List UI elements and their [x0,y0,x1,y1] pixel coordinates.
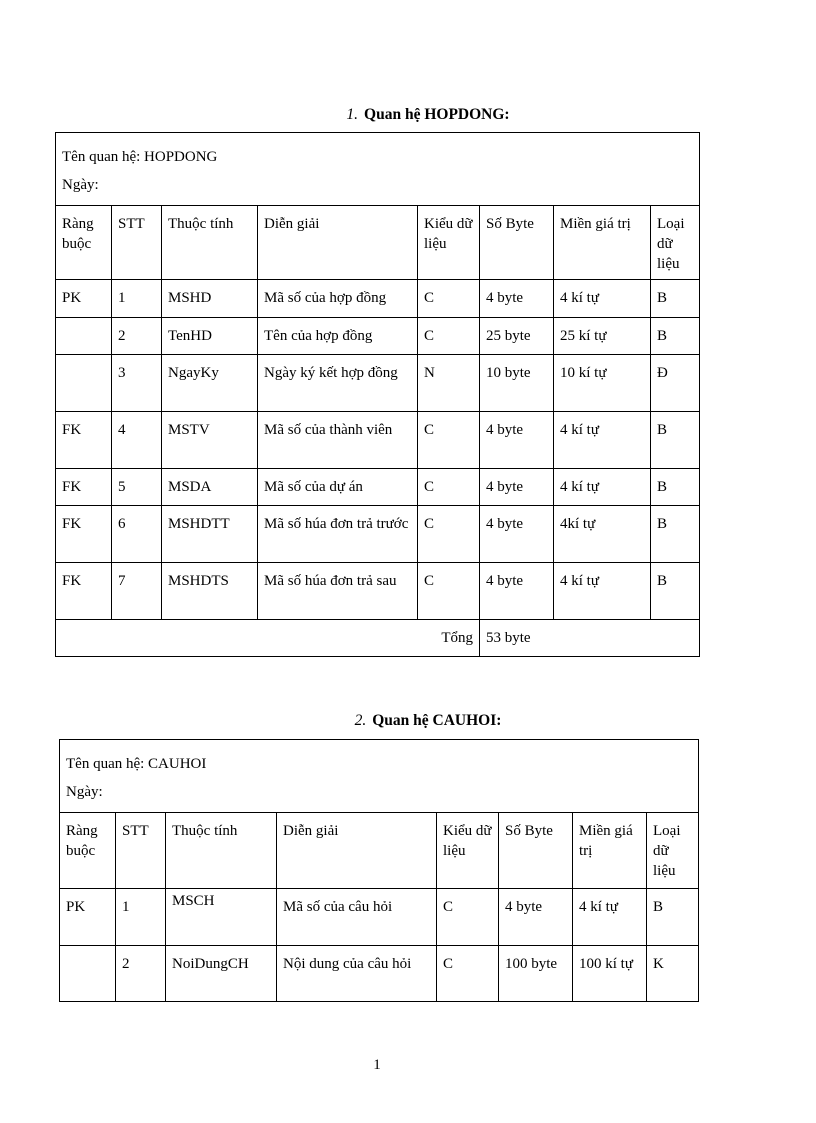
section-2-number: 2. [354,712,367,729]
section-2-title: Quan hệ CAUHOI: [372,712,502,729]
header-cell: Ràng buộc [60,813,116,889]
cell-attribute: MSHD [162,280,258,318]
cell-type: C [437,889,499,946]
cell-constraint [60,946,116,1002]
cell-bytes: 100 byte [499,946,573,1002]
cell-category: B [651,280,700,318]
cell-constraint [56,318,112,355]
cell-domain: 4 kí tự [554,280,651,318]
header-row [60,813,699,889]
cell-type: C [437,946,499,1002]
header-cell: Diễn giải [277,813,437,889]
header-cell: Thuộc tính [166,813,277,889]
cell-constraint [56,355,112,412]
cell-category: B [647,889,699,946]
cell-type: C [418,412,480,469]
cell-category: Đ [651,355,700,412]
cell-category: B [651,318,700,355]
cell-category: B [651,506,700,563]
table-row [56,355,700,412]
cell-attribute: MSCH [166,889,277,946]
header-cell: Diễn giải [258,206,418,280]
table-row [56,318,700,355]
header-cell: Kiểu dữ liệu [437,813,499,889]
cell-description: Nội dung của câu hỏi [277,946,437,1002]
section-1-title: Quan hệ HOPDONG: [364,106,510,123]
cell-domain: 10 kí tự [554,355,651,412]
relation-date: Ngày: [62,177,99,193]
cell-stt: 2 [116,946,166,1002]
header-cell: STT [116,813,166,889]
relation-info [60,740,699,813]
cell-attribute: MSDA [162,469,258,506]
cell-description: Ngày ký kết hợp đồng [258,355,418,412]
section-1-heading [0,106,816,124]
cell-category: B [651,469,700,506]
cell-bytes: 4 byte [480,469,554,506]
cell-stt: 7 [112,563,162,620]
cell-type: C [418,506,480,563]
cell-stt: 1 [112,280,162,318]
cell-description: Mã số của hợp đồng [258,280,418,318]
cell-description: Mã số húa đơn trả trước [258,506,418,563]
cell-stt: 2 [112,318,162,355]
cell-category: B [651,412,700,469]
cell-attribute: MSHDTT [162,506,258,563]
header-cell: Thuộc tính [162,206,258,280]
cell-attribute: NgayKy [162,355,258,412]
cell-domain: 25 kí tự [554,318,651,355]
cell-stt: 5 [112,469,162,506]
cell-domain: 4kí tự [554,506,651,563]
cell-category: K [647,946,699,1002]
table-row [60,889,699,946]
table-row [60,946,699,1002]
cell-constraint: FK [56,563,112,620]
cell-domain: 100 kí tự [573,946,647,1002]
cell-stt: 4 [112,412,162,469]
cell-type: C [418,280,480,318]
cell-stt: 3 [112,355,162,412]
header-cell: Số Byte [480,206,554,280]
header-cell: Kiểu dữ liệu [418,206,480,280]
cell-constraint: PK [60,889,116,946]
header-cell: Miền giá trị [573,813,647,889]
cell-description: Mã số của câu hỏi [277,889,437,946]
cell-category: B [651,563,700,620]
cell-bytes: 4 byte [480,412,554,469]
header-cell: Miền giá trị [554,206,651,280]
cell-domain: 4 kí tự [554,412,651,469]
cell-type: N [418,355,480,412]
header-cell: Số Byte [499,813,573,889]
cell-type: C [418,563,480,620]
cell-bytes: 25 byte [480,318,554,355]
cell-description: Mã số của dự án [258,469,418,506]
hopdong-table [55,132,700,657]
table-row [56,280,700,318]
header-cell: STT [112,206,162,280]
table-row [56,412,700,469]
cell-stt: 1 [116,889,166,946]
relation-date: Ngày: [66,784,103,800]
cell-description: Tên của hợp đồng [258,318,418,355]
cell-domain: 4 kí tự [554,469,651,506]
cell-description: Mã số húa đơn trả sau [258,563,418,620]
table-row [56,506,700,563]
cell-attribute: TenHD [162,318,258,355]
cell-attribute: MSHDTS [162,563,258,620]
cell-bytes: 4 byte [480,563,554,620]
cell-type: C [418,469,480,506]
section-2-heading [0,712,816,730]
header-cell: Loại dữ liệu [647,813,699,889]
cell-domain: 4 kí tự [554,563,651,620]
relation-info [56,133,700,206]
cell-bytes: 4 byte [480,280,554,318]
cauhoi-table [59,739,699,1002]
section-1-number: 1. [346,106,359,123]
header-cell: Loại dữ liệu [651,206,700,280]
cell-description: Mã số của thành viên [258,412,418,469]
cell-bytes: 4 byte [480,506,554,563]
cell-bytes: 10 byte [480,355,554,412]
relation-name: Tên quan hệ: HOPDONG [62,149,218,165]
table-row [56,563,700,620]
cell-stt: 6 [112,506,162,563]
total-value: 53 byte [480,620,700,657]
cell-constraint: FK [56,469,112,506]
cell-constraint: FK [56,412,112,469]
cell-attribute: MSTV [162,412,258,469]
cell-domain: 4 kí tự [573,889,647,946]
cell-constraint: PK [56,280,112,318]
total-row [56,620,700,657]
header-row [56,206,700,280]
cell-type: C [418,318,480,355]
cell-constraint: FK [56,506,112,563]
relation-name: Tên quan hệ: CAUHOI [66,756,207,772]
table-row [56,469,700,506]
cell-bytes: 4 byte [499,889,573,946]
header-cell: Ràng buộc [56,206,112,280]
total-label: Tổng [56,620,480,657]
cell-attribute: NoiDungCH [166,946,277,1002]
page-number: 1 [373,1057,381,1073]
